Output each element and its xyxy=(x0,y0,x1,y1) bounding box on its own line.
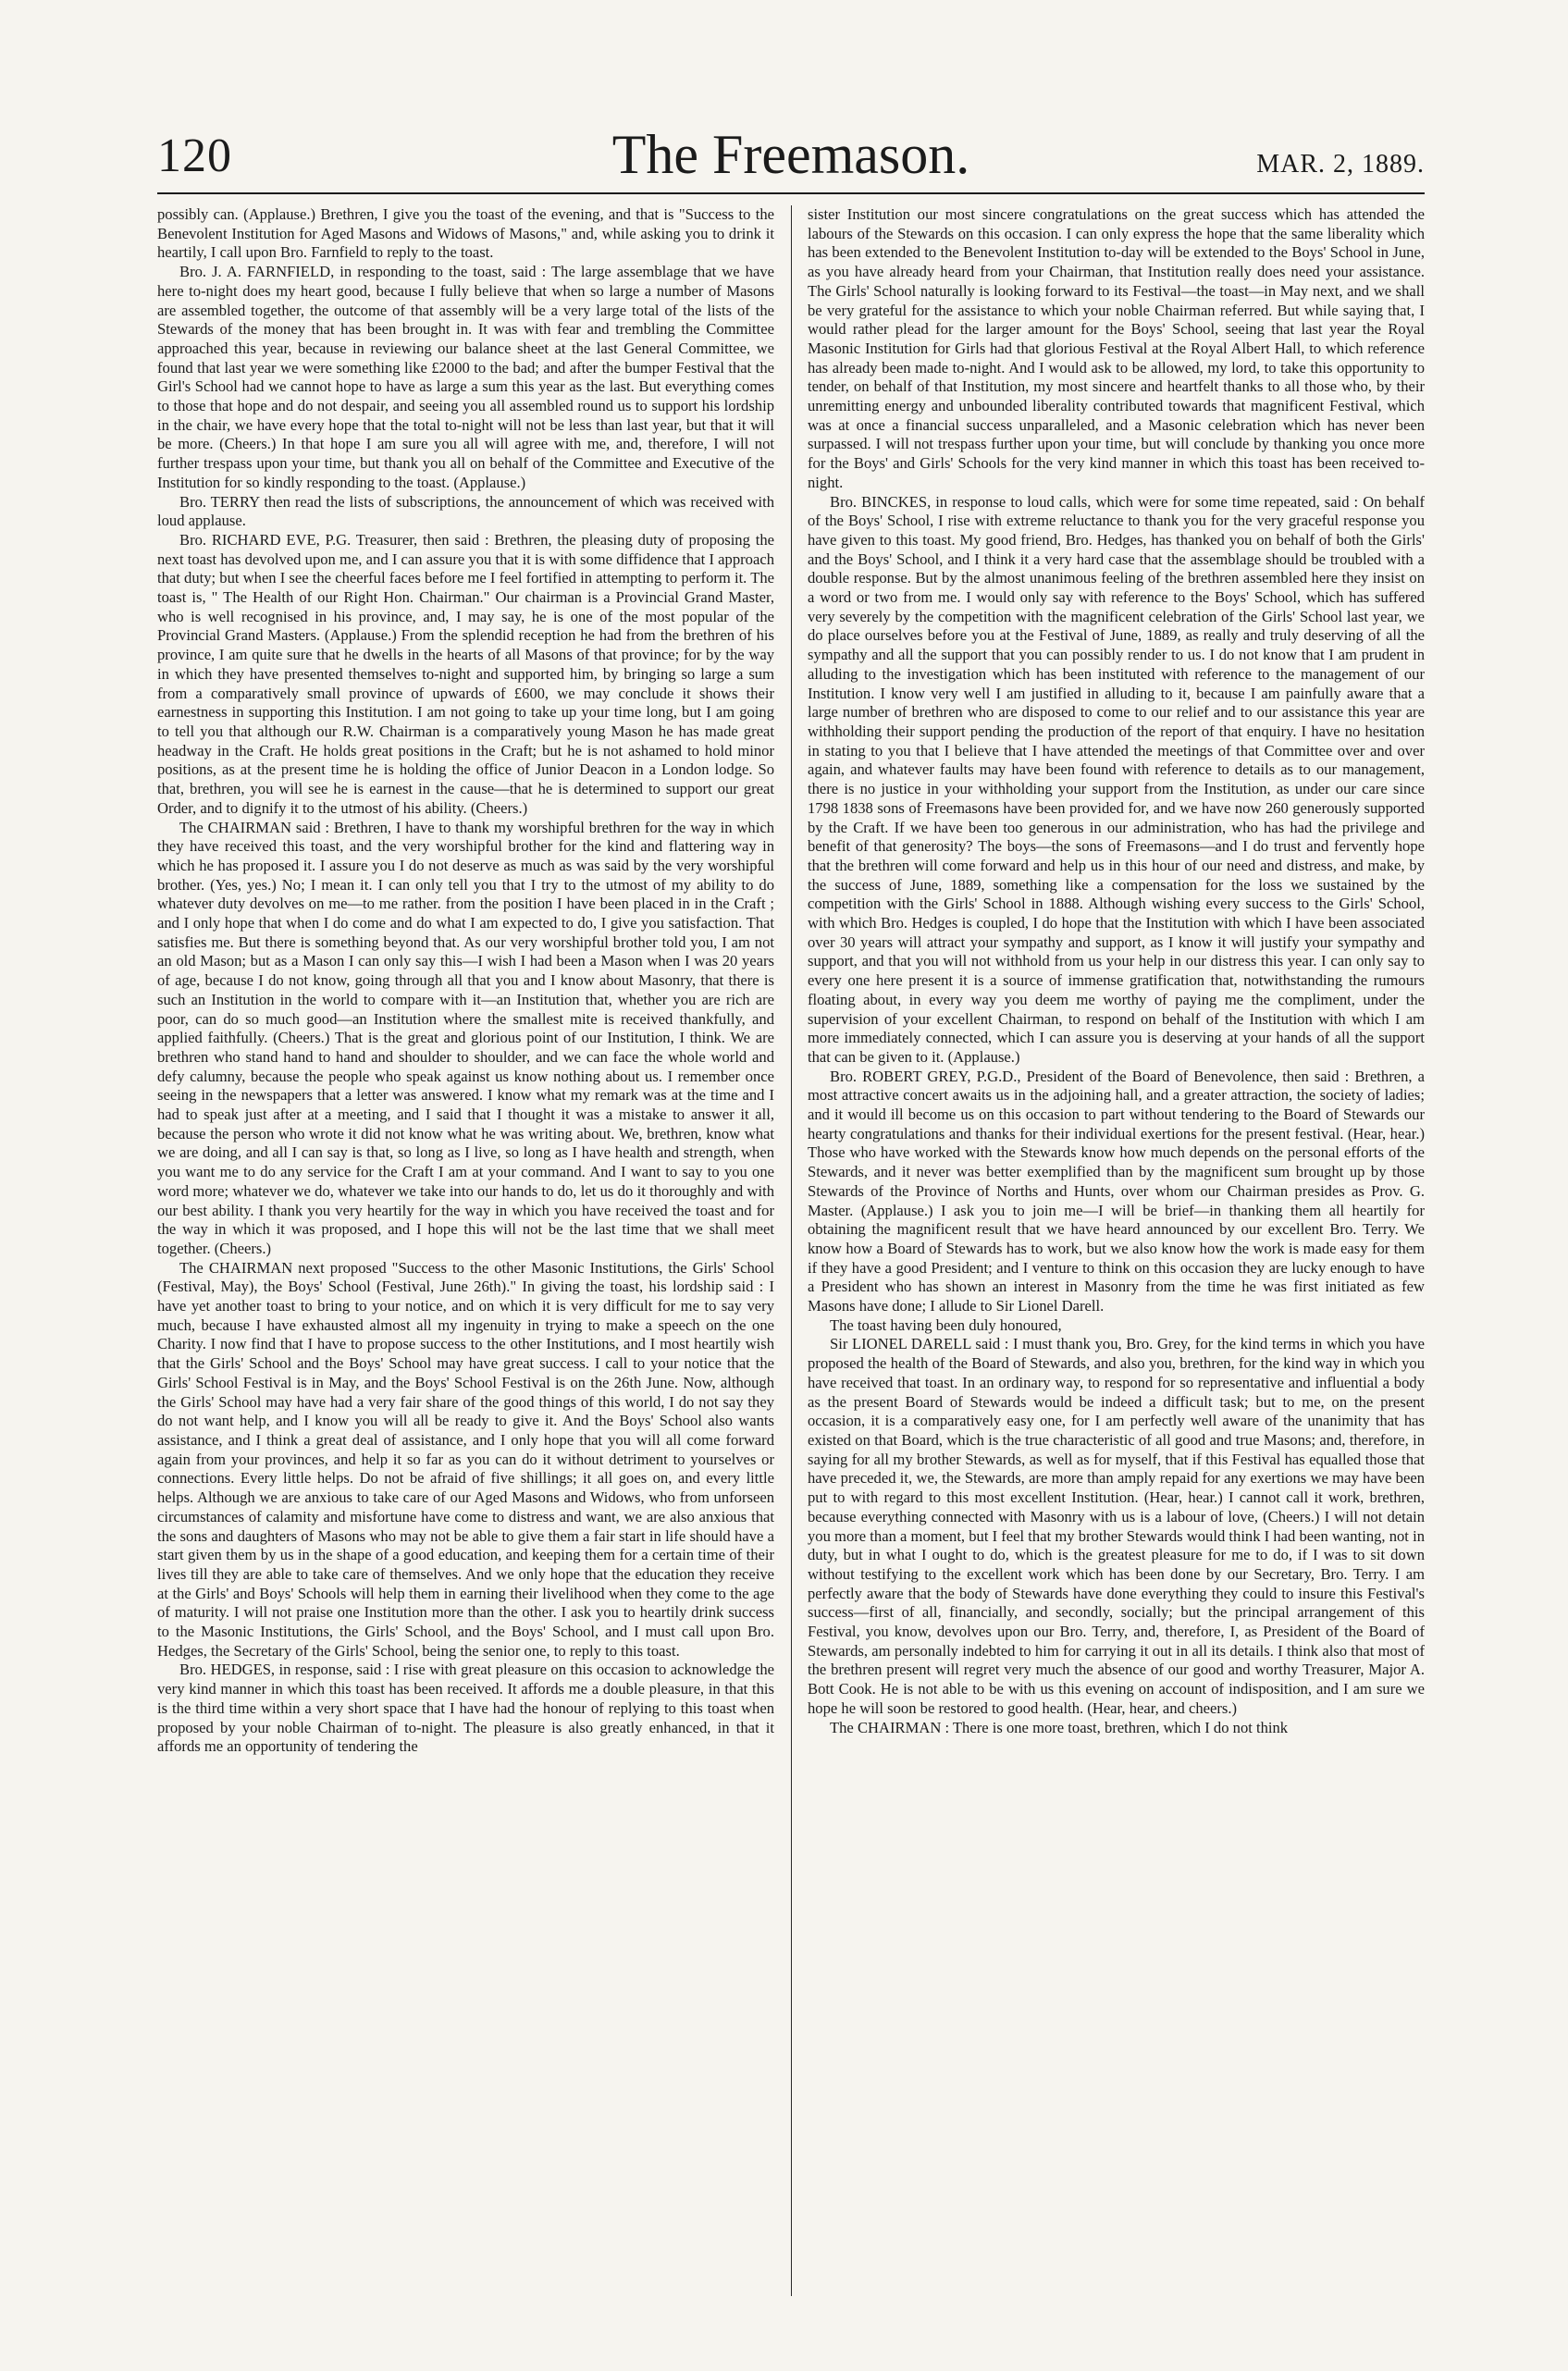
paragraph: The CHAIRMAN said : Brethren, I have to thank my worshipful brethren for the way in which they have received this toast, and the very worshipful brother for the kind and flattering way in which he has proposed it. I assure you I do not deserve as much as was said by the very worshipful brother. (Yes, yes.) No; I mean it. I can only tell you that I try to the utmost of my ability to do whatever duty devolves on me—to me rather. from the position I have been placed in in the Craft ; and I only hope that when I do come and do what I am expected to do, I give you satisfaction. That satisfies me. But there is something beyond that. As our very worshipful brother told you, I am not an old Mason; but as a Mason I can only say this—I wish I had been a Mason when I was 20 years of age, because I do not know, going through all that you and I know about Masonry, that there is such an Institution in the world to compare with it—an Institution that, whether you are rich are poor, can do so much good—an Institution where the smallest mite is received thankfully, and applied faithfully. (Cheers.) That is the great and glorious point of our Institution, I think. We are brethren who stand hand to hand and shoulder to shoulder, and we can face the whole world and defy calumny, because the people who speak against us know nothing about us. I remember once seeing in the newspapers that a letter was answered. I know what my remark was at the time and I had to speak just after at a meeting, and I said that I thought it was a mistake to answer it all, because the person who wrote it did not know what he was writing about. We, brethren, know what we are doing, and all I can say is that, so long as I live, so long as I have health and strength, when you want me to do any service for the Craft I am at your command. And I want to say to you one word more; whatever we do, whatever we take into our hands to do, let us do it thoroughly and with our best ability. I thank you very heartily for the way in which you have received the toast and for the way in which it was proposed, and I hope this will not be the last time that we shall meet together. (Cheers.) xyxy=(157,818,774,1257)
left-column xyxy=(157,205,774,2333)
article-columns xyxy=(157,205,1425,2333)
paragraph: The CHAIRMAN : There is one more toast, brethren, which I do not think xyxy=(830,1718,1289,1736)
right-column xyxy=(808,205,1425,2333)
newspaper-title: The Freemason. xyxy=(611,124,970,185)
paragraph: Bro. J. A. FARNFIELD, in responding to the toast, said : The large assemblage that we have here to-night does my heart good, because I fully believe that when so large a number of Masons are assembled together, the outcome of that assembly will be a very large total of the lists of the Stewards of the money that has been brought in. It was with fear and trembling the Committee approached this year, because in reviewing our balance sheet at the last General Committee, we found that last year we were something like £2000 to the bad; and after the bumper Festival that the Girl's School had we cannot hope to have as large a sum this year as the last. But everything comes to those that hope and do not despair, and seeing you all assembled round us to support his lordship in the chair, we have every hope that the total to-night will not be less than last year, but that it will be more. (Cheers.) In that hope I am sure you all will agree with me, and, therefore, I will not further trespass upon your time, but thank you all on behalf of the Committee and Executive of the Institution for so kindly responding to the toast. (Applause.) xyxy=(157,263,774,491)
paragraph: sister Institution our most sincere congratulations on the great success which has attended the labours of the Stewards on this occasion. I can only express the hope that the same liberality which has been extended to the Benevolent Institution to-day will be extended to the Boys' School in June, as you have already heard from your Chairman, that Institution really does need your assistance. The Girls' School naturally is looking forward to its Festival—the toast—in May next, and we shall be very grateful for the assistance to which your noble Chairman referred. But while saying that, I would rather plead for the larger amount for the Boys' School, seeing that last year the Royal Masonic Institution for Girls had that glorious Festival at the Royal Albert Hall, to which reference has already been made to-night. And I would ask to be allowed, my lord, to take this opportunity to tender, on behalf of that Institution, my most sincere and heartfelt thanks to all those who, by their unremitting energy and unbounded liberality contributed towards that magnificent Festival, which was at once a financial success unparalleled, and a Masonic celebration which has never been surpassed. I will not trespass further upon your time, but will conclude by thanking you once more for the Boys' and Girls' Schools for the very kind manner in which this toast has been received to-night. xyxy=(808,205,1425,491)
masthead xyxy=(157,109,1425,194)
issue-date: MAR. 2, 1889. xyxy=(1256,150,1425,179)
paragraph: possibly can. (Applause.) Brethren, I give you the toast of the evening, and that is "Success to the Benevolent Institution for Aged Masons and Widows of Masons," and, while asking you to drink it heartily, I call upon Bro. Farnfield to reply to the toast. xyxy=(157,205,774,262)
paragraph: Bro. ROBERT GREY, P.G.D., President of the Board of Benevolence, then said : Brethren, a most attractive concert awaits us in the adjoining hall, and a greater attraction, the society of ladies; and it would ill become us on this occasion to part without tendering to the Board of Stewards our hearty congratulations and thanks for their individual exertions for the present festival. (Hear, hear.) Those who have worked with the Stewards know how much depends on the personal efforts of the Stewards, and it never was better exemplified than by the magnificent sum brought up by those Stewards of the Province of Norths and Hunts, over whom our Chairman presides as Prov. G. Master. (Applause.) I ask you to join me—I will be brief—in thanking them all heartily for obtaining the magnificent result that we have heard announced by our excellent Bro. Terry. We know how a Board of Stewards has to work, but we also know how the work is made easy for them if they have a good President; and I venture to think on this occasion they are lucky enough to have a President who has shown an interest in Masonry from the time he was first initiated as few Masons have done; I allude to Sir Lionel Darell. xyxy=(808,1067,1425,1315)
paragraph: Sir LIONEL DARELL said : I must thank you, Bro. Grey, for the kind terms in which you have proposed the health of the Board of Stewards, and also you, brethren, for the kind way in which you have received that toast. In an ordinary way, to respond for so representative and influential a body as the present Board of Stewards would be indeed a difficult task; but to me, on the present occasion, it is a comparatively easy one, for I am perfectly well aware of the unanimity that has existed on that Board, which is the true characteristic of all good and true Masons; and, therefore, in saying for all my brother Stewards, as well as for myself, that if this Festival has equalled those that have preceded it, we, the Stewards, are more than amply repaid for any exertions we may have been put to with regard to this most excellent Institution. (Hear, hear.) I cannot call it work, brethren, because everything connected with Masonry with us is a labour of love, (Cheers.) I will not detain you more than a moment, but I feel that my brother Stewards would think I had been wanting, not in duty, but in what I ought to do, which is the greatest pleasure for me to do, if I was to sit down without testifying to the excellent work which has been done by our Secretary, Bro. Terry. I am perfectly aware that the body of Stewards have done everything they could to insure this Festival's success—first of all, financially, and secondly, socially; but the principal arrangement of this Festival, you know, devolves upon our Bro. Terry, and, therefore, I, as President of the Board of Stewards, am personally indebted to him for carrying it out in all its details. I think also that most of the brethren present will regret very much the absence of our good and worthy Treasurer, Major A. Bott Cook. He is not able to be with us this evening on account of indisposition, and I am sure we hope he will soon be restored to good health. (Hear, hear, and cheers.) xyxy=(808,1335,1425,1717)
paragraph: The CHAIRMAN next proposed "Success to the other Masonic Institutions, the Girls' School (Festival, May), the Boys' School (Festival, June 26th)." In giving the toast, his lordship said : I have yet another toast to bring to your notice, and on which it is very difficult for me to say very much, because I have exhausted almost all my ingenuity in trying to make a speech on the one Charity. I now find that I have to propose success to the other Institutions, and I most heartily wish that the Girls' School and the Boys' School may have great success. I call to your notice that the Girls' School Festival is in May, and the Boys' School Festival is on the 26th June. Now, although the Girls' School may have had a very fair share of the good things of this world, I do not say they do not want help, and I know you will all be ready to give it. And the Boys' School also wants assistance, and I think a great deal of assistance, and I only hope that you will all come forward again from your provinces, and help it so far as you can do it without detriment to yourselves or connections. Every little helps. Do not be afraid of five shillings; it all goes on, and every little helps. Although we are anxious to take care of our Aged Masons and Widows, who from unforseen circumstances of calamity and misfortune have come to distress and want, we are also anxious that the sons and daughters of Masons who may not be able to give them a fair start in life should have a start given them by us in the shape of a good education, and keeping them for a certain time of their lives till they are able to take care of themselves. And we only hope that the education they receive at the Girls' and Boys' Schools will help them in earning their livelihood when they come to the age of maturity. I will not praise one Institution more than the other. I ask you to heartily drink success to the Masonic Institutions, the Girls' School, and the Boys' School, and I must call upon Bro. Hedges, the Secretary of the Girls' School, being the senior one, to reply to this toast. xyxy=(157,1258,774,1660)
column-divider xyxy=(791,205,792,2296)
paragraph: Bro. RICHARD EVE, P.G. Treasurer, then said : Brethren, the pleasing duty of proposing the next toast has devolved upon me, and I can assure you that it is with some diffidence that I approach that duty; but when I see the cheerful faces before me I feel fortified in attempting to perform it. The toast is, " The Health of our Right Hon. Chairman." Our chairman is a Provincial Grand Master, who is well recognised in his province, and, I may say, he is one of the most popular of the Provincial Grand Masters. (Applause.) From the splendid reception he had from the brethren of his province, I am quite sure that he dwells in the hearts of all Masons of that province; for by the way in which they have presented themselves to-night and supported him, by bringing so large a sum from a comparatively small province of upwards of £600, we may conclude it shows their earnestness in supporting this Institution. I am not going to take up your time long, but I am going to tell you that although our R.W. Chairman is a comparatively young Mason he has made great headway in the Craft. He holds great positions in the Craft; but he is not ashamed to hold minor positions, as at the present time he is holding the office of Junior Deacon in a London lodge. So that, brethren, you will see he is earnest in the cause—that he is determined to support our great Order, and to dignify it to the utmost of his ability. (Cheers.) xyxy=(157,530,774,817)
paragraph: The toast having been duly honoured, xyxy=(830,1315,1062,1334)
paragraph: Bro. HEDGES, in response, said : I rise with great pleasure on this occasion to acknowledge the very kind manner in which this toast has been received. It affords me a double pleasure, in that this is the third time within a very short space that I have had the honour of replying to this toast when proposed by your noble Chairman of to-night. The pleasure is also greatly enhanced, in that it affords me an opportunity of tendering the xyxy=(157,1661,774,1756)
paragraph: Bro. BINCKES, in response to loud calls, which were for some time repeated, said : On behalf of the Boys' School, I rise with extreme reluctance to thank you for the very graceful response you have given to this toast. My good friend, Bro. Hedges, has thanked you on behalf of both the Girls' and the Boys' School, and I think it a very hard case that the assemblage should be troubled with a double response. But by the almost unanimous feeling of the brethren assembled here they insist on a word or two from me. I would only say with reference to the Boys' School, which has suffered very severely by the competition with the magnificent celebration of the Girls' School last year, we do place ourselves before you at the Festival of June, 1889, as really and truly deserving of all the sympathy and all the support that you can possibly render to us. I do not know that I am prudent in alluding to the investigation which has been instituted with reference to the management of our Institution. I know very well I am justified in alluding to it, because I am painfully aware that a large number of brethren who are disposed to come to our relief and to our assistance this year are withholding their support pending the production of the report of that enquiry. I have no hesitation in stating to you that I believe that I have attended the meetings of that Committee over and over again, and whatever faults may have been found with reference to details as to our management, there is no justice in your withholding your support from the Institution, as under our care since 1798 1838 sons of Freemasons have been provided for, and we have now 260 generously supported by the Craft. If we have been too generous in our administration, who has had the privilege and benefit of that generosity? The boys—the sons of Freemasons—and I do trust and fervently hope that the brethren will come forward and help us in this hour of our need and distress, and make, by the success of June, 1889, something like a compensation for the loss we sustained by the competition with the Girls' School in 1888. Although wishing every success to the Girls' School, with which Bro. Hedges is coupled, I do hope that the Institution with which I have been associated over 30 years will attract your sympathy and support, as I know it will justify your sympathy and support, and that you will not withhold from us your help in our distress this year. I can only say to every one here present it is a source of immense gratification that, notwithstanding the rumours floating about, in every way you deem me worthy of paying me the compliment, under the supervision of your excellent Chairman, to respond on behalf of the Institution with which I am more immediately connected, which I can assure you is deserving at your hands of all the support that can be given to it. (Applause.) xyxy=(808,492,1425,1066)
page-number: 120 xyxy=(157,130,232,182)
paragraph: Bro. TERRY then read the lists of subscriptions, the announcement of which was received with loud applause. xyxy=(157,492,774,530)
